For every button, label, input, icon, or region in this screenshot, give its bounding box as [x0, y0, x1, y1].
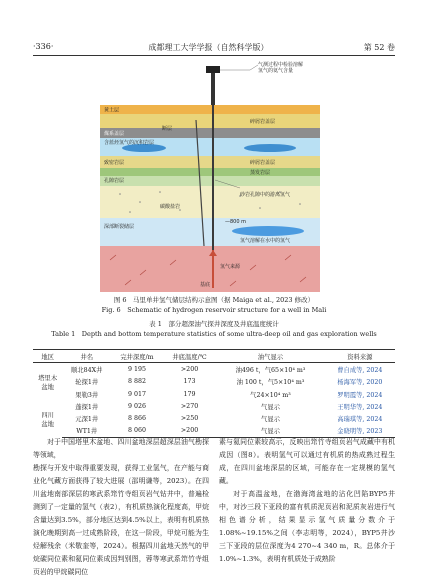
label-h2-dissolve: 氢气溶解在水中的氢气 — [240, 238, 291, 244]
body-column-right — [219, 436, 395, 579]
reference-link[interactable]: 王明华等, 2024 — [337, 403, 383, 411]
cell: 173 — [183, 378, 196, 386]
cell: WT1井 — [62, 425, 111, 438]
label-depth: —800 m — [225, 219, 247, 225]
cell: 油496 t，气65×10⁴ m³ — [235, 366, 306, 374]
layer-loess — [100, 105, 320, 114]
label-shale: 致密岩层 — [104, 160, 125, 166]
label-coal: 煤系盖层 — [104, 131, 125, 137]
label-line: 气测过程中检验溶解 — [258, 62, 304, 68]
reference-link[interactable]: 罗明霞等, 2024 — [337, 391, 383, 399]
layer-shale — [100, 168, 320, 176]
reference-link[interactable]: 杨海军等, 2020 — [337, 379, 383, 387]
label-fault: 断层 — [162, 126, 173, 132]
region-cell: 塔里木 盆地 — [38, 374, 58, 391]
well-stem — [211, 73, 215, 105]
h2-lens-right — [244, 144, 296, 152]
cell: 8 866 — [127, 415, 147, 423]
paragraph: 对于中国塔里木盆地、四川盆地深层超深层油气勘探等领域， — [33, 438, 209, 459]
label-loess: 黄土层 — [104, 107, 120, 114]
cell: 轮探1井 — [75, 379, 99, 387]
col-show: 油气显示 — [216, 350, 324, 363]
cell: 179 — [183, 390, 196, 398]
label-carbonate: 碳酸盐岩 — [160, 204, 181, 210]
label-base: 基底 — [200, 282, 211, 288]
label-trap1: 含蓝烃氢气的沉积岩层 — [104, 140, 155, 146]
table-row — [33, 400, 395, 412]
label-sand-top: 碎屑岩盖层 — [250, 119, 276, 125]
table-row — [33, 363, 395, 376]
layer-salt — [100, 176, 320, 186]
label-salt: 蒸发岩层 — [250, 170, 271, 176]
label-well-top — [258, 61, 303, 74]
well-bore — [212, 105, 214, 255]
label-line: 氢气的氦气含量 — [258, 68, 294, 74]
table-row — [33, 388, 395, 400]
callout-top — [220, 65, 258, 70]
figure-caption-cn: 图 6 马里单井氢气储层结构示意图（据 Maiga et al., 2023 修改） — [113, 296, 315, 304]
cell: 元深1井 — [75, 416, 99, 424]
col-temp: 井底温度/℃ — [163, 350, 216, 363]
cell: 油 100 t，气5×10⁴ m³ — [236, 379, 305, 387]
table-row — [33, 412, 395, 424]
cell: 气显示 — [261, 403, 280, 411]
header-rule — [33, 55, 395, 56]
table-caption-cn: 表 1 部分超深油气探井深度及井底温度统计 — [149, 320, 279, 328]
table-caption-en: Table 1 Depth and bottom temperature statistics of some ultra-deep oil and gas exploration wells — [51, 330, 377, 338]
cell: 果勒3井 — [75, 391, 99, 399]
cell: 蓬探1井 — [75, 403, 99, 411]
col-depth: 完井深度/m — [111, 350, 163, 363]
paragraph: 素与氦同位素较高示，反映出筇竹寺组页岩气成藏中有机成因（图8）。表明氢气可以通过有机质的热成熟过程生成，在四川盆地深层的区域，可能存在一定规模的氢气藏。 — [219, 438, 395, 485]
layer-sand2 — [100, 156, 320, 168]
journal-title: 成都理工大学学报（自然科学版） — [148, 43, 269, 52]
cell: 气显示 — [261, 416, 280, 424]
cell: >200 — [180, 365, 199, 373]
body-columns — [33, 436, 395, 579]
col-source: 资料来源 — [325, 350, 395, 363]
label-basement-fluid: 深部断裂储层 — [104, 224, 135, 230]
h2-dissolved-lens — [232, 226, 304, 236]
page-number: ·336· — [33, 42, 54, 51]
reference-link[interactable]: 曹自成等, 2024 — [337, 366, 383, 374]
wellhead-icon — [206, 66, 220, 73]
wells-table — [33, 349, 395, 438]
cell: 9 017 — [127, 390, 147, 398]
layer-coal — [100, 128, 320, 138]
cell: 8 882 — [127, 378, 147, 386]
reference-link[interactable]: 金晓明等, 2023 — [325, 425, 395, 438]
cell: >250 — [180, 415, 199, 423]
cell: >270 — [180, 402, 199, 410]
label-migration: 砂岩孔隙中的游离氢气 — [240, 192, 291, 198]
cell: 8 060 — [111, 425, 163, 438]
cell: 气显示 — [216, 425, 324, 438]
table-row — [33, 376, 395, 388]
label-sand2: 碎屑岩盖层 — [250, 160, 276, 166]
cell: 顺北84X井 — [71, 366, 103, 374]
col-well: 井名 — [62, 350, 111, 363]
cell: 9 195 — [127, 365, 147, 373]
volume-number: 第 52 卷 — [363, 43, 395, 52]
cell: >200 — [163, 425, 216, 438]
paragraph: 对于高温盆地，在渤海湾盆地的沾化凹陷BYP5井中，对沙三段下亚段的富有机质泥页岩和泥质灰岩进行气相色谱分析，结果显示氢气质量分数介于1.08%~19.15%之间（李志明等，2024），BYP5井沙三下亚段的层位深度为4 270~4 340 m，R。总体介于1.0%~1.3%，表明有机质处于成熟阶 — [219, 490, 395, 563]
region-cell: 四川 盆地 — [41, 411, 54, 428]
reservoir-diagram — [100, 60, 340, 292]
paragraph: 勘探与开发中取得重要发现，获得工业氢气，在产能与商业化气藏方面获得了较大进展（邵明谦等，2023）。在四川盆地南部深层的寒武系筇竹寺组页岩气钻井中，普遍检测到了一定量的氢气（表2），有机质热演化程度高，甲烷含量达到3.5%，部分地区达到4.5%以上，表明有机质热演化晚期到高一过成熟阶段，在这一阶段，甲烷可能为生烃解残余（米敬奎等，2024）。根据四川盆地天然气的甲烷碳同位素和氦同位素成因判别图，蓉等寒武系筇竹寺组页岩的甲烷碳同位 — [33, 464, 209, 576]
table-header-row — [33, 350, 395, 363]
reference-link[interactable]: 高瑞琪等, 2024 — [337, 416, 383, 424]
body-column-left — [33, 436, 209, 579]
figure-caption-en: Fig. 6 Schematic of hydrogen reservoir structure for a well in Mali — [101, 306, 327, 314]
cell: 气24×10⁴ m³ — [250, 391, 291, 399]
label-source: 氢气来源 — [220, 264, 241, 270]
layer-porous — [100, 186, 320, 218]
cell: 9 026 — [127, 402, 147, 410]
label-porous: 孔隙岩层 — [104, 178, 125, 184]
running-header — [33, 42, 395, 53]
col-region: 地区 — [33, 350, 62, 363]
layer-sand-top — [100, 114, 320, 128]
